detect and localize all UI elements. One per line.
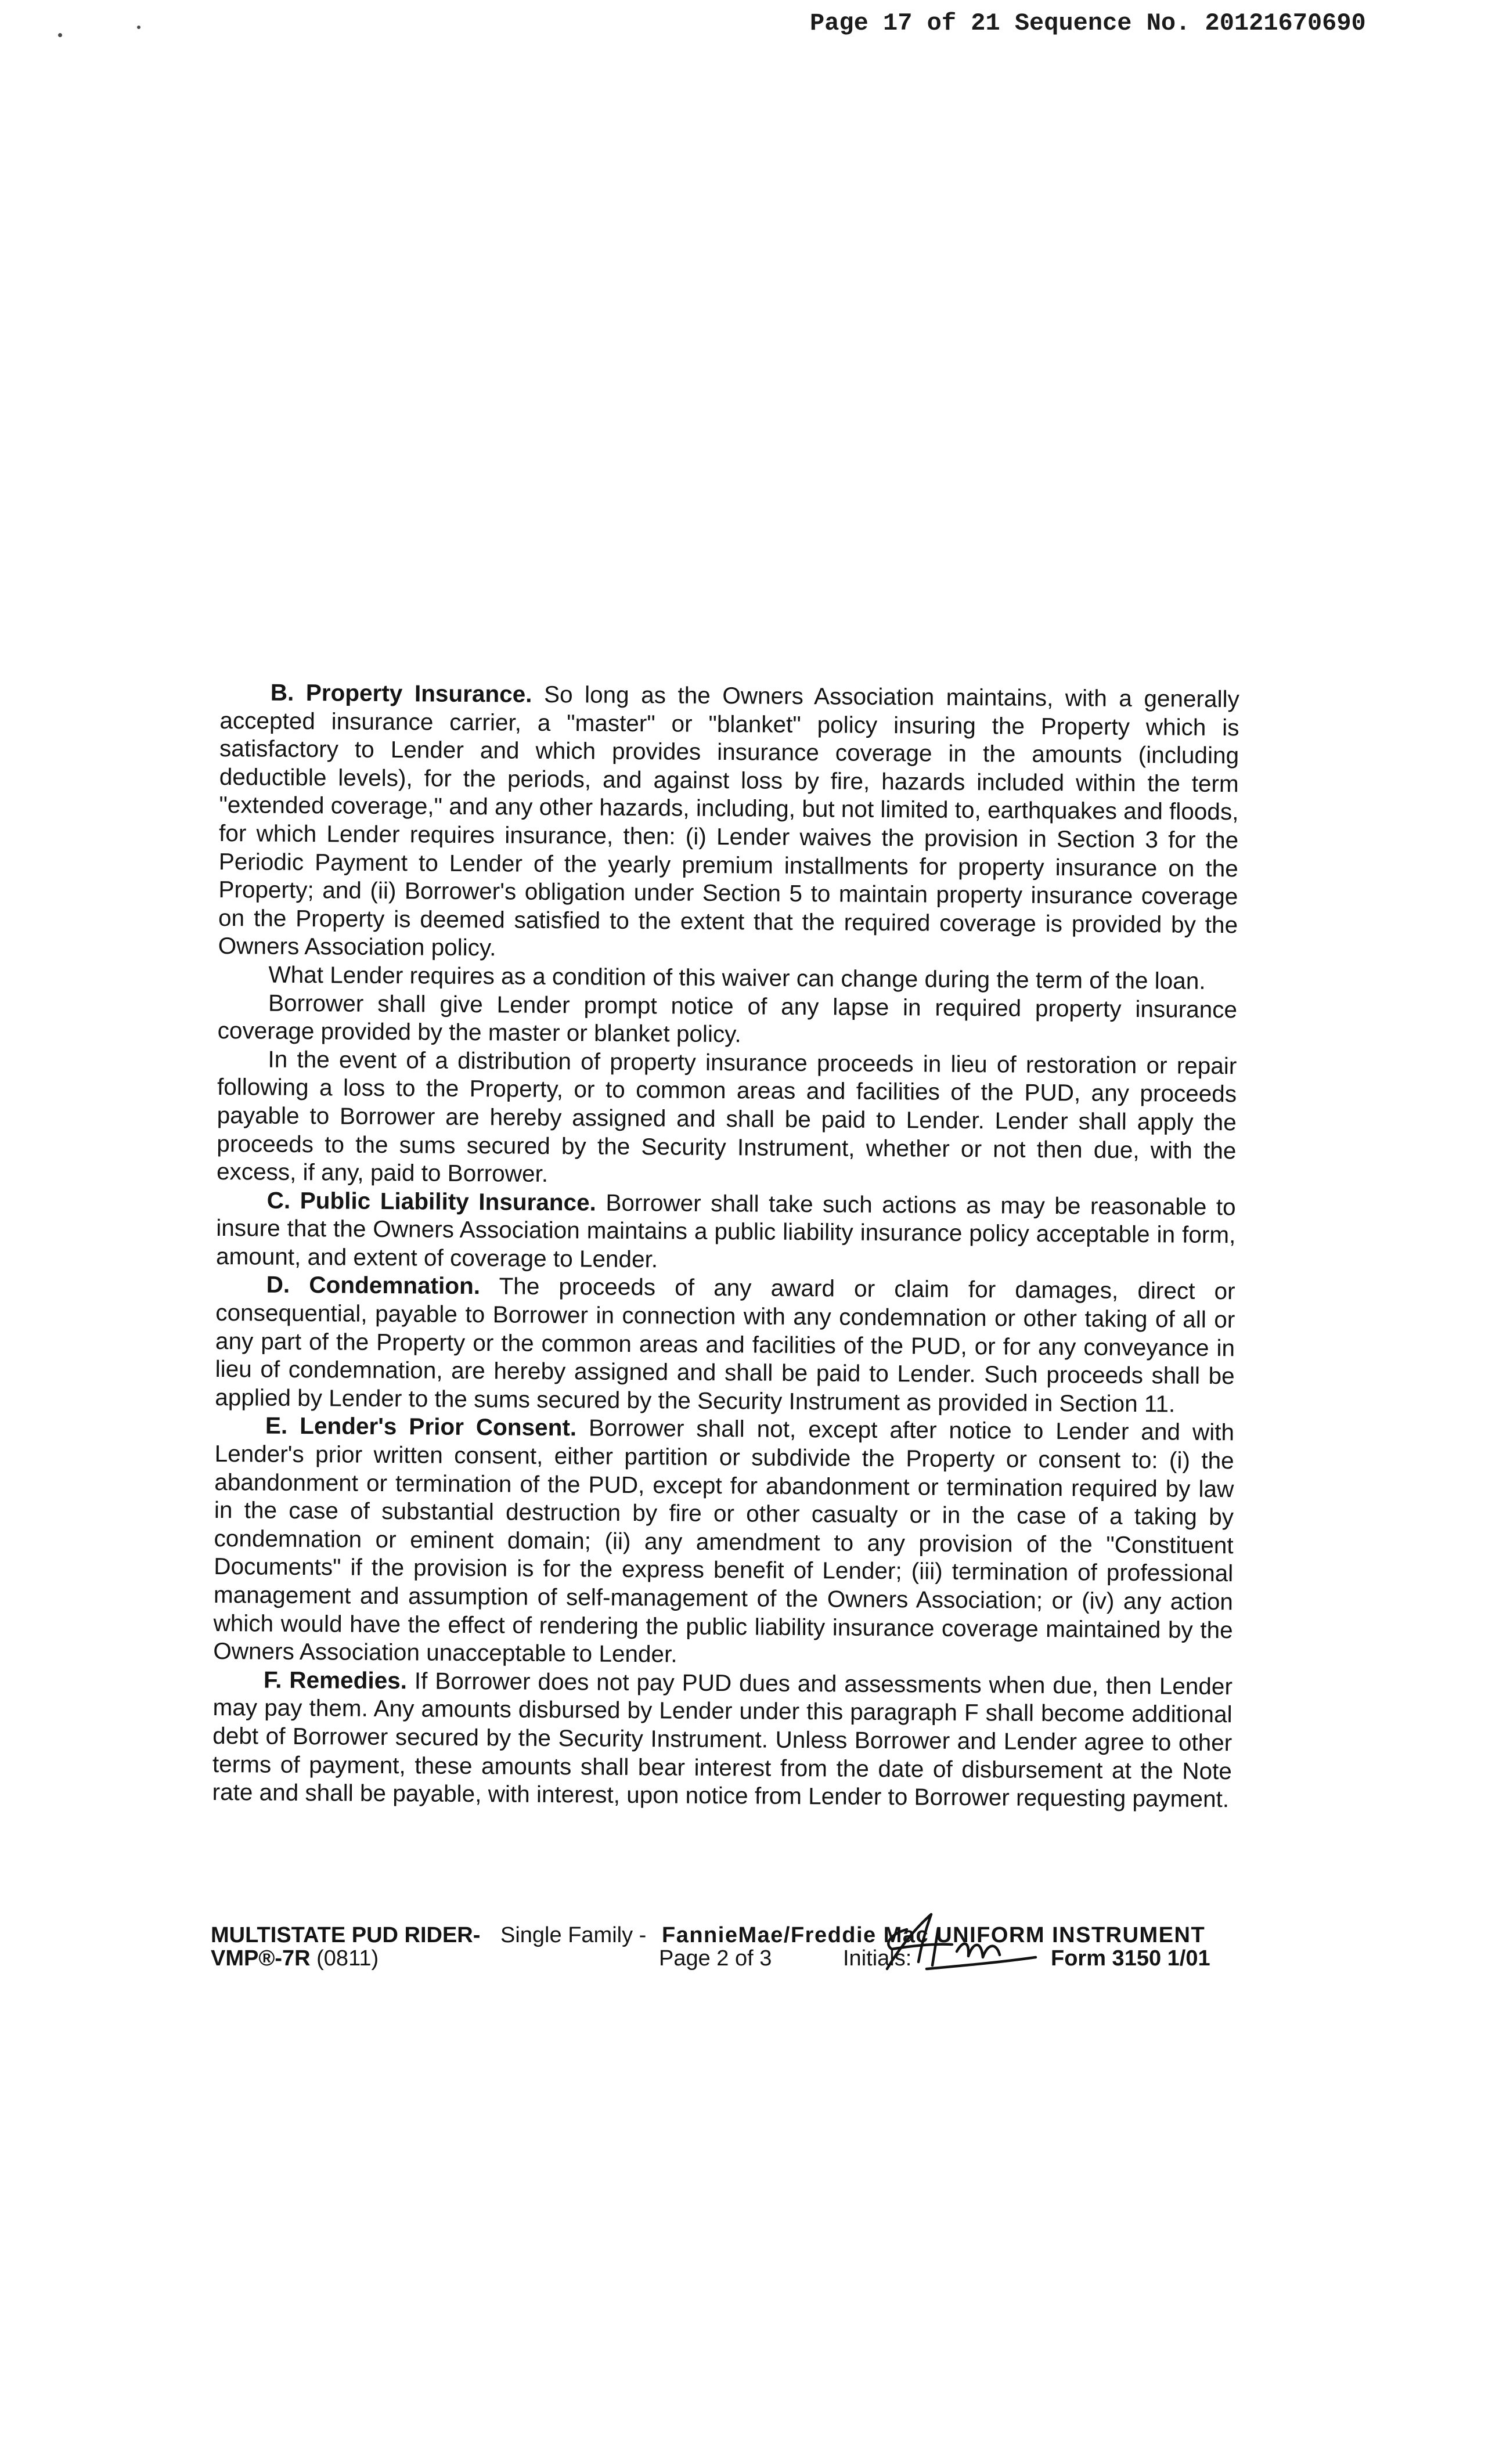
signature-stroke	[927, 1957, 1036, 1969]
paragraph-text: If Borrower does not pay PUD dues and assessments when due, then Lender may pay them. Any amounts disbursed by Lender under this paragraph F shall become additional debt of Borrower secured by the Security Instrument. Unless Borrower and Lender agree to other terms of payment, these amounts shall bear interest from the date of disbursement at the Note rate and shall be payable, with interest, upon notice from Lender to Borrower requesting payment.	[212, 1667, 1233, 1813]
paragraph-prior-consent	[213, 1411, 1234, 1672]
footer-form-type: Single Family -	[500, 1923, 647, 1947]
signature-stroke	[932, 1928, 938, 1965]
section-heading: B. Property Insurance.	[270, 679, 532, 708]
footer-page-number: Page 2 of 3	[659, 1946, 772, 1971]
section-heading: D. Condemnation.	[266, 1271, 481, 1300]
paragraph-public-liability	[216, 1186, 1236, 1278]
paragraph-remedies	[212, 1665, 1232, 1813]
signature-stroke	[887, 1914, 931, 1969]
paragraph-property-insurance	[218, 678, 1239, 967]
section-heading: F. Remedies.	[263, 1666, 408, 1694]
paragraph-text: Borrower shall not, except after notice to Lender and with Lender's prior written consent, either partition or subdivide the Property or consent to: (i) the abandonment or termination of the PUD, except for abandonment or termination required by law in the case of substantial destruction by fire or other casualty or in the case of a taking by condemnation or eminent domain; (ii) any amendment to any provision of the "Constituent Documents" if the provision is for the express benefit of Lender; (iii) termination of professional management and assumption of self-management of the Owners Association; or (iv) any action which would have the effect of rendering the public liability insurance coverage maintained by the Owners Association unacceptable to Lender.	[213, 1414, 1235, 1668]
footer-vmp-code: VMP®-7R	[211, 1946, 311, 1971]
initials-signature	[871, 1909, 1045, 1975]
paragraph-text: What Lender requires as a condition of this waiver can change during the term of the loan.	[268, 961, 1206, 994]
footer-vmp-version: (0811)	[316, 1946, 379, 1971]
rider-body	[212, 678, 1239, 1813]
paragraph-insurance-proceeds	[217, 1045, 1237, 1193]
paragraph-lapse-notice	[218, 989, 1238, 1052]
paragraph-text: In the event of a distribution of property insurance proceeds in lieu of restoration or repair following a loss to the Property, or to common areas and facilities of the PUD, any proceeds payable to Borrower are hereby assigned and shall be paid to Lender. Lender shall apply the proceeds to the sums secured by the Security Instrument, whether or not then due, with the excess, if any, paid to Borrower.	[216, 1045, 1237, 1188]
scan-speck	[58, 33, 62, 37]
page-sequence-header: Page 17 of 21 Sequence No. 20121670690	[810, 9, 1366, 37]
signature-stroke	[888, 1929, 952, 1949]
paragraph-text: Borrower shall give Lender prompt notice of any lapse in required property insurance coverage provided by the master or blanket policy.	[217, 989, 1238, 1048]
paragraph-text: The proceeds of any award or claim for damages, direct or consequential, payable to Borrower in connection with any condemnation or other taking of all or any part of the Property or the common areas and facilities of the PUD, or for any conveyance in lieu of condemnation, are hereby assigned and shall be paid to Lender. Such proceeds shall be applied by Lender to the sums secured by the Security Instrument as provided in Section 11.	[215, 1272, 1235, 1417]
paragraph-condemnation	[215, 1270, 1235, 1418]
scan-speck	[137, 26, 140, 29]
footer-agency-instrument: FannieMae/Freddie Mac UNIFORM INSTRUMENT	[662, 1923, 1206, 1947]
paragraph-text: Borrower shall take such actions as may be reasonable to insure that the Owners Association maintains a public liability insurance policy acceptable in form, amount, and extent of coverage to Lender.	[215, 1189, 1236, 1273]
signature-stroke	[957, 1944, 1000, 1957]
section-heading: C. Public Liability Insurance.	[266, 1186, 597, 1216]
paragraph-text: So long as the Owners Association maintains, with a generally accepted insurance carrier, a "master" or "blanket" policy insuring the Property which is satisfactory to Lender and which provides insurance coverage in the amounts (including deductible levels), for the periods, and against loss by fire, hazards included within the term "extended coverage," and any other hazards, including, but not limited to, earthquakes and floods, for which Lender requires insurance, then: (i) Lender waives the provision in Section 3 for the Periodic Payment to Lender of the yearly premium installments for property insurance on the Property; and (ii) Borrower's obligation under Section 5 to maintain property insurance coverage on the Property is deemed satisfied to the extent that the required coverage is provided by the Owners Association policy.	[218, 680, 1239, 961]
section-heading: E. Lender's Prior Consent.	[265, 1412, 577, 1441]
footer-initials-label: Initials:	[843, 1946, 912, 1971]
footer-form-number: Form 3150 1/01	[1051, 1946, 1210, 1971]
footer-form-code	[211, 1947, 379, 1970]
footer-form-title: MULTISTATE PUD RIDER-	[211, 1923, 481, 1947]
